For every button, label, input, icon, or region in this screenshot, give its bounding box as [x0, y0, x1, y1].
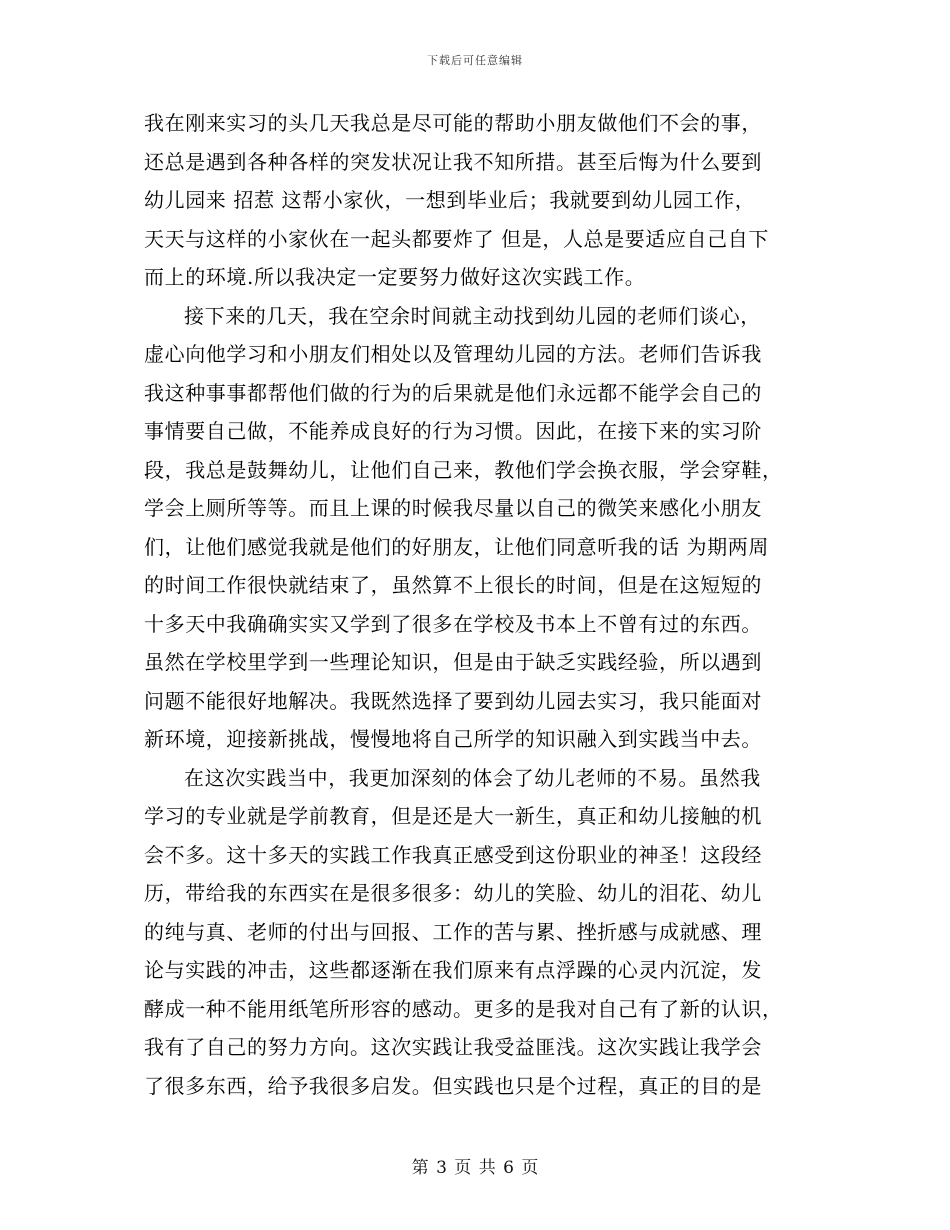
- page-header: 下载后可任意编辑: [427, 54, 523, 67]
- text-line: 酵成一种不能用纸笔所形容的感动。更多的是我对自己有了新的认识，: [144, 996, 783, 1021]
- text-line: 我这种事事都帮他们做的行为的后果就是他们永远都不能学会自己的: [144, 380, 762, 405]
- text-line: 虚心向他学习和小朋友们相处以及管理幼儿园的方法。老师们告诉我: [144, 342, 762, 366]
- text-line: 天天与这样的小家伙在一起头都要炸了 但是，人总是要适应自己自下: [144, 226, 769, 251]
- text-line: 虽然在学校里学到一些理论知识，但是由于缺乏实践经验，所以遇到: [144, 650, 762, 674]
- paragraph-start-line: 接下来的几天，我在空余时间就主动找到幼儿园的老师们谈心，: [184, 303, 761, 328]
- text-line: 新环境，迎接新挑战，慢慢地将自己所学的知识融入到实践当中去。: [144, 727, 762, 751]
- text-line: 而上的环境.所以我决定一定要努力做好这次实践工作。: [144, 265, 646, 289]
- page-number-footer: 第 3 页 共 6 页: [411, 1158, 539, 1178]
- text-line: 的时间工作很快就结束了，虽然算不上很长的时间，但是在这短短的: [144, 573, 762, 597]
- text-line: 十多天中我确确实实又学到了很多在学校及书本上不曾有过的东西。: [144, 611, 762, 636]
- paragraph-start-line: 在这次实践当中，我更加深刻的体会了幼儿老师的不易。虽然我: [184, 765, 761, 790]
- text-line: 事情要自己做，不能养成良好的行为习惯。因此，在接下来的实习阶: [144, 419, 762, 443]
- text-line: 论与实践的冲击，这些都逐渐在我们原来有点浮躁的心灵内沉淀，发: [144, 958, 762, 982]
- text-line: 会不多。这十多天的实践工作我真正感受到这份职业的神圣！这段经: [144, 842, 762, 867]
- text-line: 历，带给我的东西实在是很多很多：幼儿的笑脸、幼儿的泪花、幼儿: [144, 881, 762, 905]
- text-line: 学会上厕所等等。而且上课的时候我尽量以自己的微笑来感化小朋友: [144, 496, 762, 520]
- text-line: 学习的专业就是学前教育，但是还是大一新生，真正和幼儿接触的机: [144, 804, 762, 828]
- text-line: 我在刚来实习的头几天我总是尽可能的帮助小朋友做他们不会的事，: [144, 111, 762, 135]
- text-line: 们，让他们感觉我就是他们的好朋友，让他们同意听我的话 为期两周: [144, 534, 769, 559]
- text-line: 我有了自己的努力方向。这次实践让我受益匪浅。这次实践让我学会: [144, 1035, 762, 1059]
- text-line: 段，我总是鼓舞幼儿，让他们自己来，教他们学会换衣服，学会穿鞋，: [144, 457, 783, 482]
- text-line: 了很多东西，给予我很多启发。但实践也只是个过程，真正的目的是: [144, 1073, 762, 1098]
- text-line: 问题不能很好地解决。我既然选择了要到幼儿园去实习，我只能面对: [144, 688, 762, 713]
- document-body: [144, 104, 804, 1105]
- text-line: 还总是遇到各种各样的突发状况让我不知所措。甚至后悔为什么要到: [144, 149, 762, 174]
- text-line: 幼儿园来 招惹 这帮小家伙，一想到毕业后；我就要到幼儿园工作，: [144, 188, 756, 212]
- text-line: 的纯与真、老师的付出与回报、工作的苦与累、挫折感与成就感、理: [144, 919, 762, 944]
